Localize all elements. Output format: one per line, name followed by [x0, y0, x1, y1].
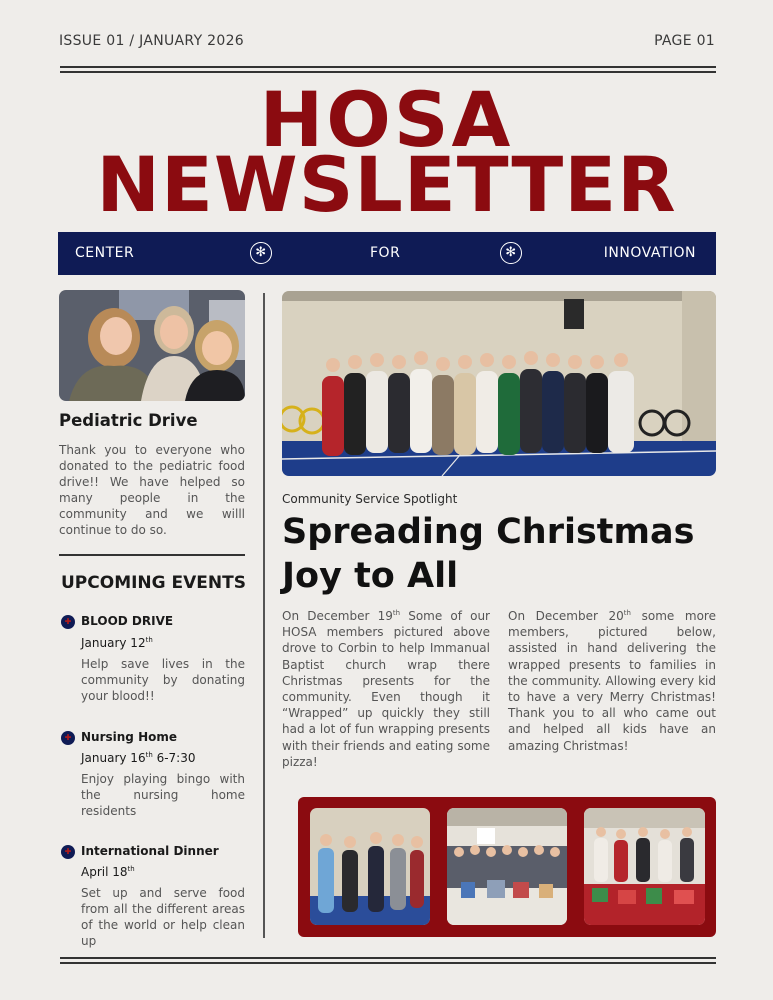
top-rule-2 — [60, 71, 716, 73]
title-line-1: HOSA — [259, 75, 514, 164]
article-headline — [282, 510, 722, 598]
strip-photo-3 — [584, 808, 705, 925]
top-rule — [60, 66, 716, 68]
article-column-2: On December 20th some more members, pictured below, assisted in hand delivering the wrapped presents to families in the community. Allowing every kid to have a very Merry Christmas! Thank you to all who came out and helped all kids have an amazing Christmas! — [508, 609, 716, 753]
title-line-2: NEWSLETTER — [96, 140, 677, 229]
strip-photo-1 — [310, 808, 430, 925]
page-number: PAGE 01 — [654, 33, 715, 49]
headline-line-1: Spreading Christmas — [282, 512, 695, 552]
pediatric-drive-text: Thank you to everyone who donated to the pediatric food drive!! We have helped so many people in the community and we willl continue to do so. — [59, 443, 245, 537]
event-bullet-icon: ✚ — [61, 731, 75, 745]
pediatric-drive-heading: Pediatric Drive — [59, 411, 198, 430]
headline-line-2: Joy to All — [282, 556, 459, 596]
banner-word-innovation: INNOVATION — [603, 245, 696, 261]
event-description: Enjoy playing bingo with the nursing home residents — [81, 772, 245, 818]
section-kicker: Community Service Spotlight — [282, 492, 458, 506]
event-description: Help save lives in the community by donating your blood!! — [81, 657, 245, 703]
upcoming-events-heading: UPCOMING EVENTS — [61, 573, 246, 593]
event-date: January 12th — [81, 636, 153, 650]
event-bullet-icon: ✚ — [61, 845, 75, 859]
column-divider — [263, 293, 265, 938]
bottom-rule-2 — [60, 962, 716, 964]
sidebar-photo — [59, 290, 245, 401]
event-date: April 18th — [81, 865, 135, 879]
article-column-1: On December 19th Some of our HOSA members pictured above drove to Corbin to help Immanual Baptist church wrap there Christmas presents for the community. Even though it “Wrapped” up quickly they still had a lot of fun wrapping presents with their friends and eating some pizza! — [282, 609, 490, 769]
asterisk-icon: ✻ — [500, 242, 522, 264]
event-description: Set up and serve food from all the different areas of the world or help clean up — [81, 886, 245, 948]
event-title: BLOOD DRIVE — [81, 614, 174, 628]
event-title: Nursing Home — [81, 730, 177, 744]
sidebar-divider — [59, 554, 245, 556]
group-photo — [282, 291, 716, 476]
event-bullet-icon: ✚ — [61, 615, 75, 629]
banner-word-for: FOR — [370, 245, 401, 261]
issue-label: ISSUE 01 / JANUARY 2026 — [59, 33, 244, 49]
banner — [58, 232, 716, 275]
event-date: January 16th 6-7:30 — [81, 751, 196, 765]
asterisk-icon: ✻ — [250, 242, 272, 264]
banner-word-center: CENTER — [75, 245, 135, 261]
event-title: International Dinner — [81, 844, 219, 858]
strip-photo-2 — [447, 808, 567, 925]
bottom-rule — [60, 957, 716, 959]
